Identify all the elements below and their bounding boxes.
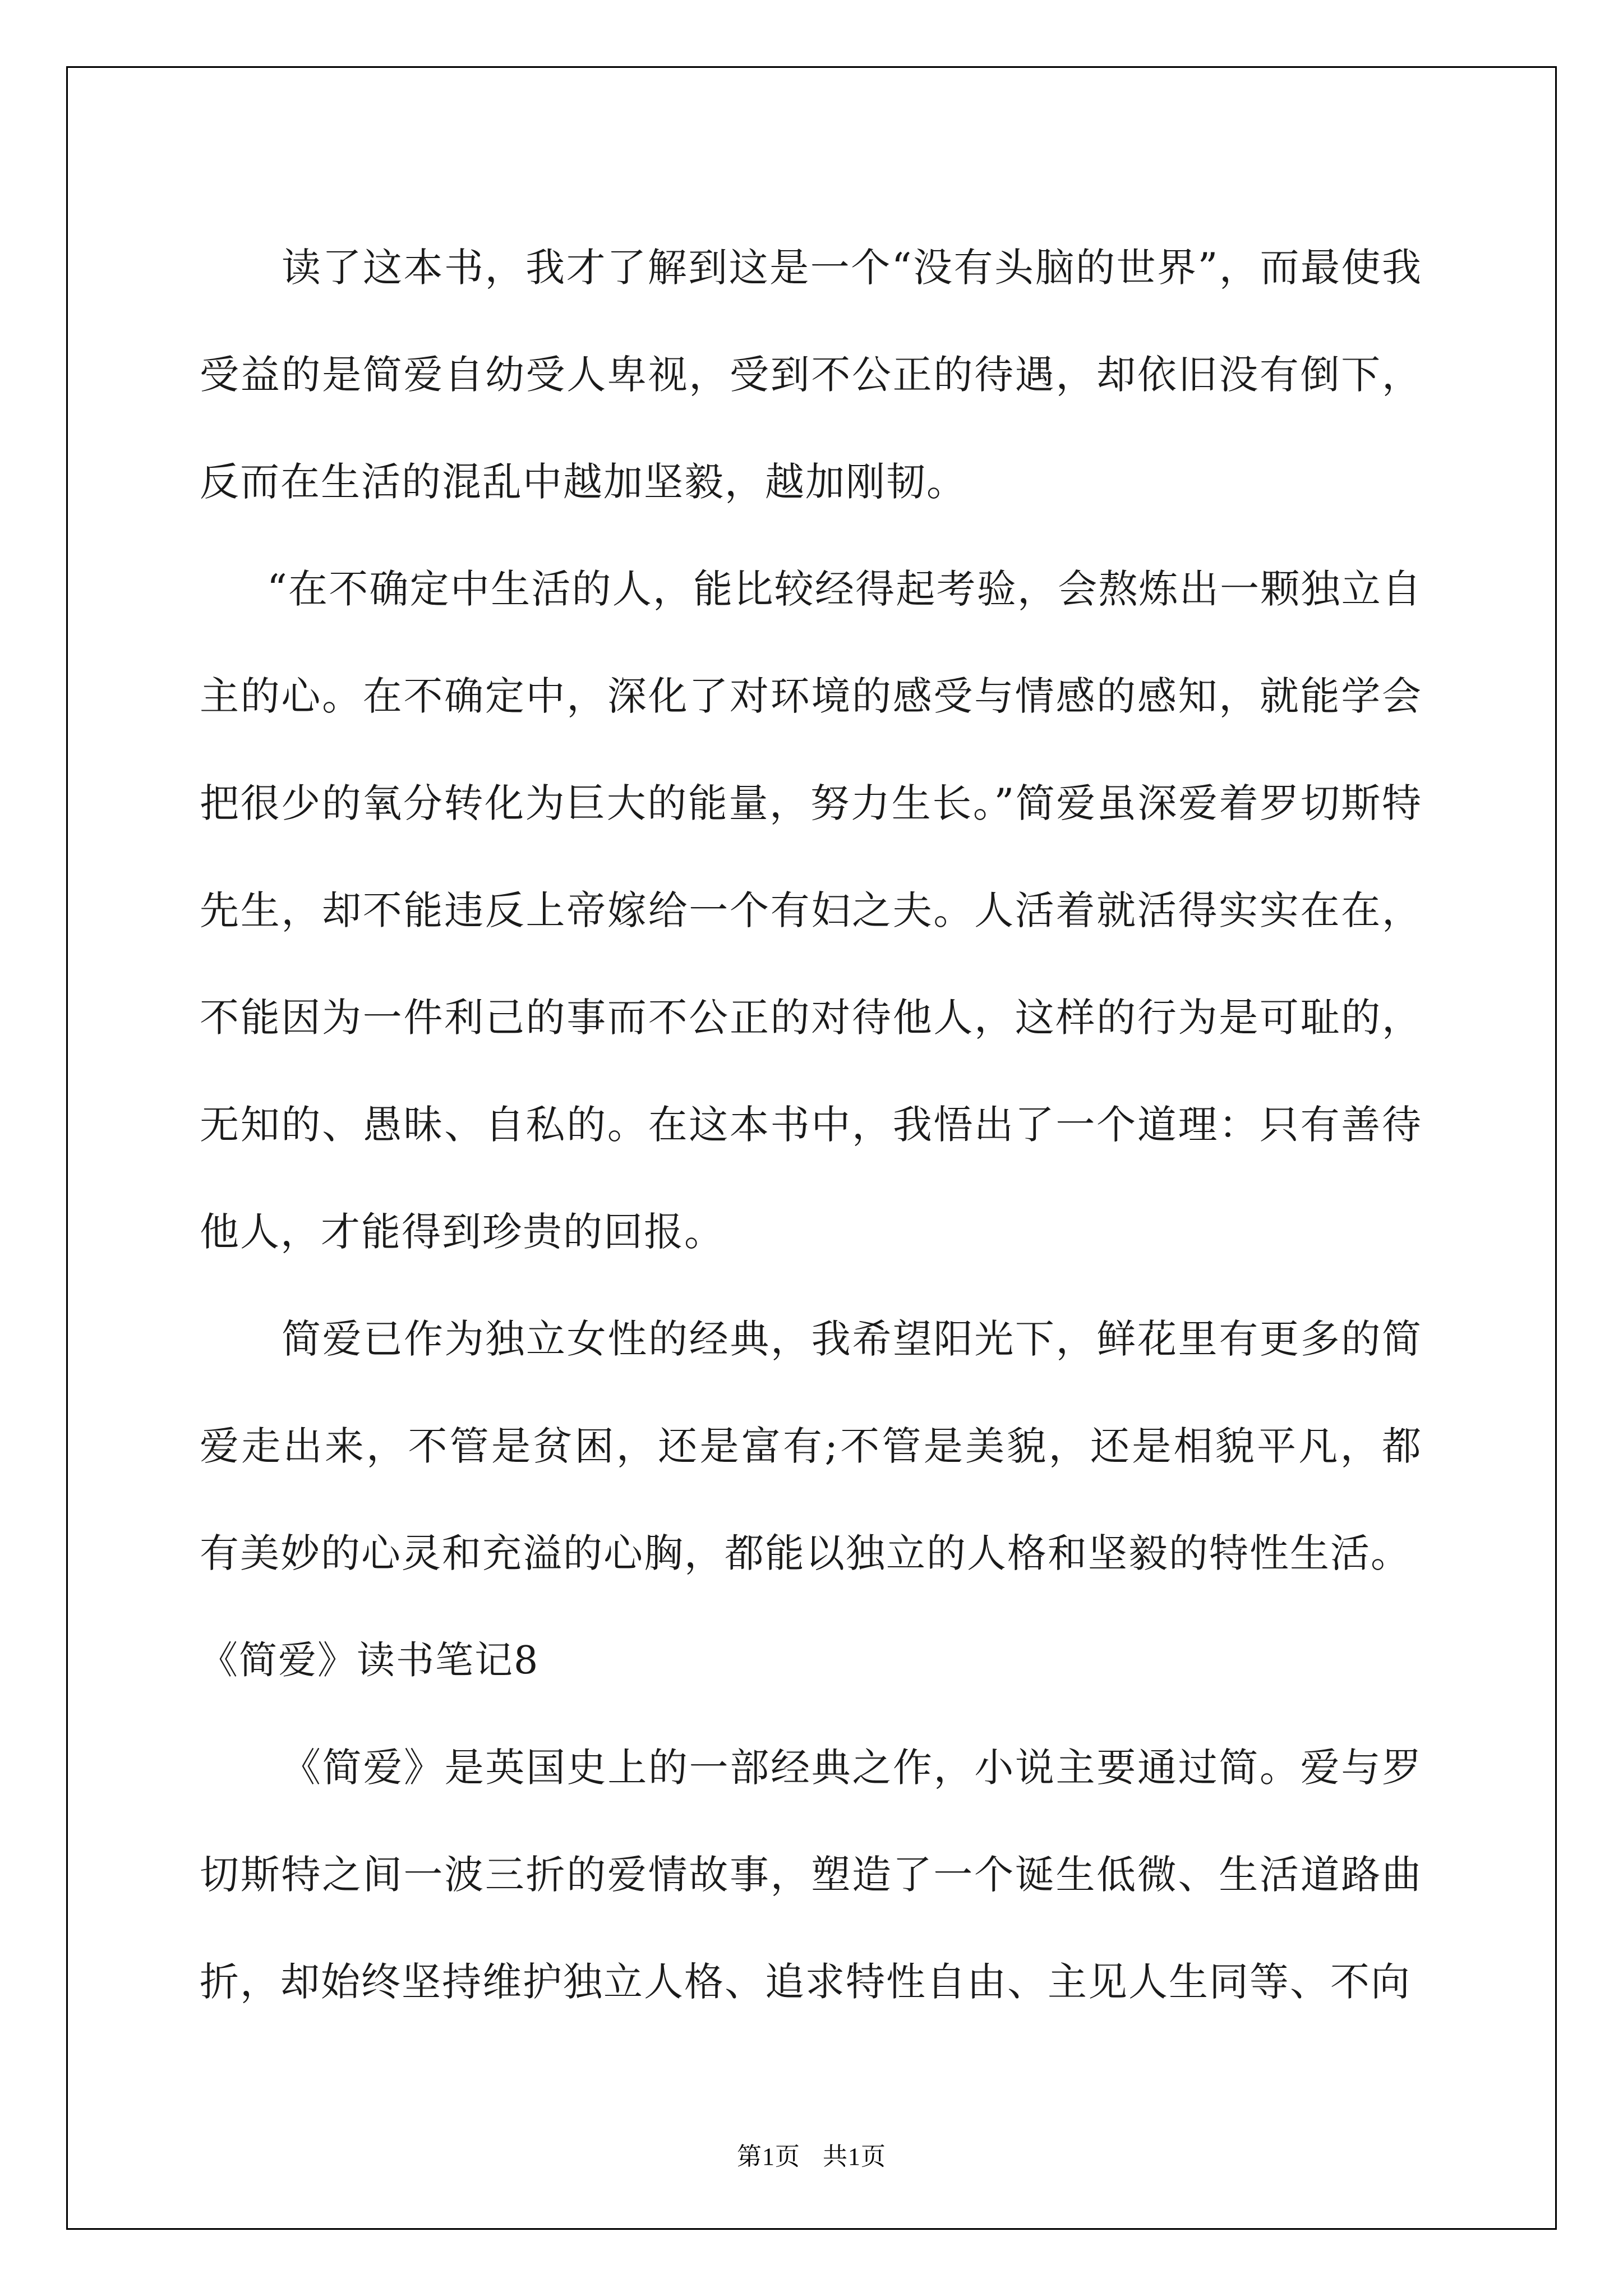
document-body [200,214,1422,2036]
page-number: 第1页 [737,2143,800,2170]
paragraph-4: 《简爱》是英国史上的一部经典之作，小说主要通过简。爱与罗切斯特之间一波三折的爱情故事，塑造了一个诞生低微、生活道路曲折，却始终坚持维护独立人格、追求特性自由、主见人生同等、不向 [200,1745,1422,2005]
section-heading: 《简爱》读书笔记8 [200,1639,540,1683]
page-footer [0,2136,1623,2172]
paragraph-2: “在不确定中生活的人，能比较经得起考验，会熬炼出一颗独立自主的心。在不确定中，深化了对环境的感受与情感的感知，就能学会把很少的氧分转化为巨大的能量，努力生长。”简爱虽深爱着罗切斯特先生，却不能违反上帝嫁给一个有妇之夫。人活着就活得实实在在，不能因为一件利己的事而不公正的对待他人，这样的行为是可耻的，无知的、愚昧、自私的。在这本书中，我悟出了一个道理：只有善待他人，才能得到珍贵的回报。 [200,566,1422,1255]
page-total: 共1页 [823,2143,886,2170]
paragraph-3: 简爱已作为独立女性的经典，我希望阳光下，鲜花里有更多的简爱走出来，不管是贫困，还是富有;不管是美貌，还是相貌平凡，都有美妙的心灵和充溢的心胸，都能以独立的人格和坚毅的特性生活。 [200,1316,1422,1576]
paragraph-1: 读了这本书，我才了解到这是一个“没有头脑的世界”，而最使我受益的是简爱自幼受人卑视，受到不公正的待遇，却依旧没有倒下，反而在生活的混乱中越加坚毅，越加刚韧。 [200,245,1422,505]
